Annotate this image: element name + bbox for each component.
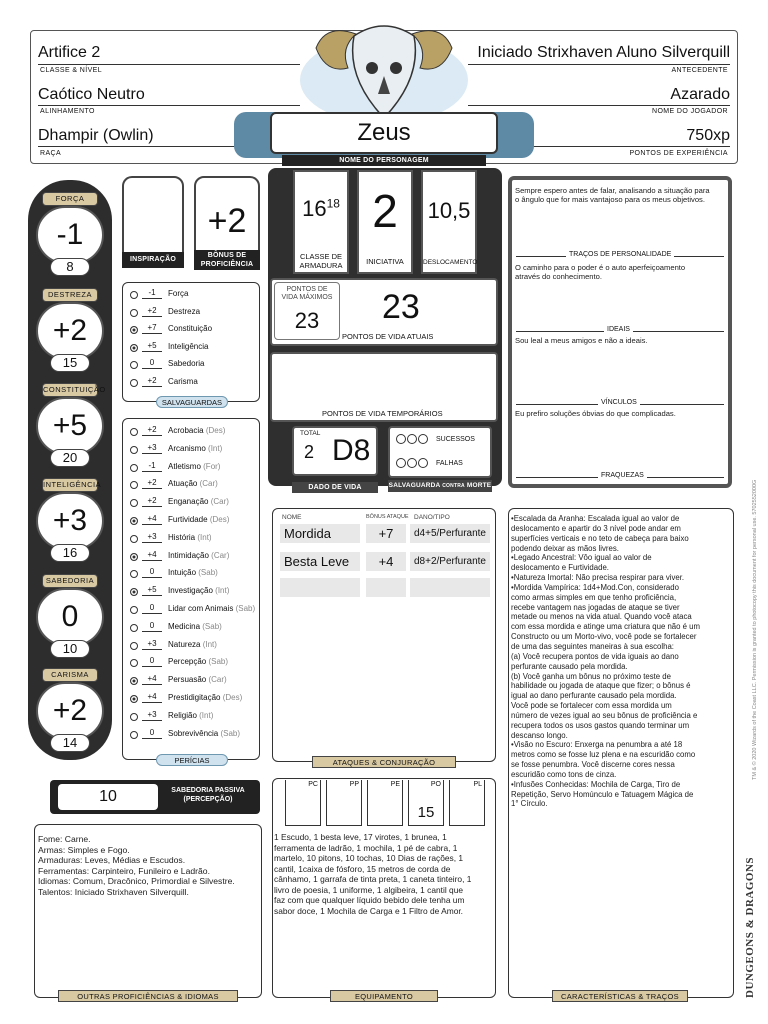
flaws-label: FRAQUEZAS xyxy=(598,472,647,479)
skill-attr: (Sab) xyxy=(220,728,241,738)
character-name-label: NOME DO PERSONAGEM xyxy=(282,155,486,166)
feature-line: •Legado Ancestral: Vôo igual ao valor de xyxy=(511,553,652,563)
ability-name: INTELIGÊNCIA xyxy=(42,478,98,492)
feature-line: perfurante causado pela mordida. xyxy=(511,661,628,671)
feature-line: habilidade ou jogada de ataque que fizer; o bônus é xyxy=(511,681,691,691)
ability-score[interactable]: 15 xyxy=(50,354,90,372)
hp-current-label: PONTOS DE VIDA ATUAIS xyxy=(342,332,434,341)
passive-perception-value: 10 xyxy=(99,788,117,805)
skill-proficiency-toggle[interactable] xyxy=(130,659,138,667)
skill-name xyxy=(168,568,218,577)
death-fail-1[interactable] xyxy=(396,458,406,468)
skill-attr: (Sab) xyxy=(202,621,222,631)
equipment-line: livro de poesia, 1 uniforme, 1 algibeira, 1 cantil que xyxy=(274,884,464,895)
skill-proficiency-toggle[interactable] xyxy=(130,517,138,525)
save-name: Força xyxy=(168,289,189,298)
initiative-label: INICIATIVA xyxy=(366,257,404,266)
feature-line: Repetição, Servo Homúnculo e Tatuagem Mágica de xyxy=(511,789,694,799)
coin-label: PL xyxy=(473,781,482,788)
background-label: ANTECEDENTE xyxy=(671,67,728,74)
armor-class-label-2: ARMADURA xyxy=(299,261,343,270)
equipment-label: EQUIPAMENTO xyxy=(330,990,438,1002)
death-saves-label-3: MORTE xyxy=(466,482,492,489)
skill-value[interactable]: +4 xyxy=(142,692,162,703)
feature-line: como armas simples em que tenho proficiência, xyxy=(511,592,677,602)
feature-line: deslocamento e apartir do 3 nível pode andar em xyxy=(511,523,681,533)
skill-value[interactable]: -1 xyxy=(142,461,162,472)
coin-pe[interactable] xyxy=(367,780,403,826)
feature-line: Você pode se fortalecer com essa mordida um xyxy=(511,701,672,711)
initiative-value: 2 xyxy=(372,185,398,237)
skill-label: Intuição xyxy=(168,568,197,578)
skill-attr: (Sab) xyxy=(235,604,256,613)
skill-proficiency-toggle[interactable] xyxy=(130,570,138,578)
equipment-line: cânhamo, 1 garrafa de tinta preta, 1 caneta tinteiro, 1 xyxy=(274,874,472,884)
skill-name xyxy=(168,479,218,488)
coin-label: PC xyxy=(308,781,318,788)
skill-label: Furtividade xyxy=(168,515,208,524)
ability-1 xyxy=(34,288,106,376)
class-level[interactable]: Artifice 2 xyxy=(38,44,101,61)
skill-name xyxy=(168,729,240,738)
skill-name xyxy=(168,640,217,649)
save-name: Constituição xyxy=(168,324,213,334)
skill-name xyxy=(168,586,229,595)
skill-label: Arcanismo xyxy=(168,443,206,453)
hp-max-value: 23 xyxy=(294,308,320,333)
passive-perception-sub: (PERCEPÇÃO) xyxy=(183,796,233,803)
death-success-1[interactable] xyxy=(396,434,406,444)
coin-po[interactable] xyxy=(408,780,444,826)
ability-name: CONSTITUIÇÃO xyxy=(42,383,98,397)
save-proficiency-toggle[interactable] xyxy=(130,379,138,387)
skill-attr: (Int) xyxy=(202,639,217,649)
dnd-logo: DUNGEONS & DRAGONS xyxy=(744,856,756,998)
alignment[interactable]: Caótico Neutro xyxy=(38,86,145,103)
proficiency-line: Armas: Simples e Fogo. xyxy=(38,844,130,855)
skill-name xyxy=(168,675,227,684)
proficiency-line: Ferramentas: Carpinteiro, Funileiro e Ladrão. xyxy=(38,865,210,876)
speed-box[interactable] xyxy=(421,170,477,274)
equipment-line: ferramenta de ladrão, 1 mochila, 1 pé de cabra, 1 xyxy=(274,842,458,853)
feature-line: igual ao dano perfurante causado pela mordida. xyxy=(511,691,677,701)
feature-line: de uma das seguintes maneiras à sua escolha: xyxy=(511,641,674,651)
save-proficiency-toggle[interactable] xyxy=(130,344,138,352)
skill-attr: (For) xyxy=(203,461,221,471)
skill-value[interactable]: +3 xyxy=(142,639,162,650)
attack-bonus[interactable]: +7 xyxy=(366,524,406,543)
coin-label: PO xyxy=(430,781,441,788)
coin-pp[interactable] xyxy=(326,780,362,826)
speed-value: 10,5 xyxy=(427,198,471,223)
armor-class-box[interactable] xyxy=(293,170,349,274)
death-saves-box xyxy=(388,426,492,478)
skill-name xyxy=(168,711,213,720)
attacks-header-bonus: BÔNUS ATAQUE xyxy=(366,514,409,520)
ability-score[interactable]: 14 xyxy=(50,734,90,752)
skill-value[interactable]: +4 xyxy=(142,550,162,561)
skill-proficiency-toggle[interactable] xyxy=(130,695,138,703)
features-text[interactable] xyxy=(511,514,733,809)
skill-proficiency-toggle[interactable] xyxy=(130,481,138,489)
header-emblem xyxy=(296,18,472,126)
saves-label: SALVAGUARDAS xyxy=(156,396,228,408)
race-label: RAÇA xyxy=(40,150,62,157)
coin-label: PP xyxy=(349,781,359,788)
ability-4 xyxy=(34,574,106,662)
skill-attr: (Int) xyxy=(199,710,214,720)
skill-label: Atletismo xyxy=(168,461,201,471)
background[interactable]: Iniciado Strixhaven Aluno Silverquill xyxy=(477,44,730,61)
xp[interactable]: 750xp xyxy=(686,127,730,144)
feature-line: superfícies verticais e no teto de cabeça para baixo xyxy=(511,533,689,543)
skill-value[interactable]: +2 xyxy=(142,496,162,507)
skill-attr: (Sab) xyxy=(198,568,218,578)
skill-proficiency-toggle[interactable] xyxy=(130,499,138,507)
proficiencies-text[interactable] xyxy=(38,834,260,898)
bonds-text[interactable]: Sou leal a meus amigos e não a ideais. xyxy=(515,336,648,345)
skill-proficiency-toggle[interactable] xyxy=(130,606,138,614)
skill-proficiency-toggle[interactable] xyxy=(130,535,138,543)
death-success-2[interactable] xyxy=(407,434,417,444)
ability-score[interactable]: 20 xyxy=(50,449,90,467)
save-proficiency-toggle[interactable] xyxy=(130,309,138,317)
skill-value[interactable]: +5 xyxy=(142,585,162,596)
personality-traits-text[interactable]: Sempre espero antes de falar, analisando a situação para o ângulo que for mais vantajoso para os meus objetivos. xyxy=(515,186,710,205)
skill-value[interactable]: 0 xyxy=(142,621,162,632)
feature-line: se fosse penumbra. Você discerne cores nessa xyxy=(511,760,675,770)
proficiency-line: Fome: Carne. xyxy=(38,834,91,844)
death-fail-2[interactable] xyxy=(407,458,417,468)
skill-name xyxy=(168,604,255,613)
save-value[interactable]: +2 xyxy=(142,306,162,317)
skill-attr: (Car) xyxy=(208,675,227,685)
speed-label: DESLOCAMENTO xyxy=(423,259,478,266)
initiative-box[interactable] xyxy=(357,170,413,274)
skill-label: História xyxy=(168,532,196,542)
skill-proficiency-toggle[interactable] xyxy=(130,677,138,685)
skill-name xyxy=(168,657,228,666)
ability-score[interactable]: 8 xyxy=(50,258,90,276)
feature-line: metros como se fosse luz plena e na escuridão como xyxy=(511,750,696,760)
skill-value[interactable]: +3 xyxy=(142,710,162,721)
hit-dice-value: D8 xyxy=(332,434,371,467)
alignment-label: ALINHAMENTO xyxy=(40,108,95,115)
hit-dice-total: 2 xyxy=(304,442,315,462)
ability-name: FORÇA xyxy=(42,192,98,206)
skill-label: Medicina xyxy=(168,621,201,631)
hp-current-value: 23 xyxy=(382,288,420,326)
feature-line: 1° Círculo. xyxy=(511,799,548,809)
ability-modifier[interactable]: +5 xyxy=(36,397,104,455)
skill-name xyxy=(168,444,222,453)
equipment-line: martelo, 10 pitons, 10 tochas, 10 Dias de rações, 1 xyxy=(274,853,464,863)
feature-line: descanso longo. xyxy=(511,730,568,740)
save-proficiency-toggle[interactable] xyxy=(130,361,138,369)
attack-name[interactable]: Mordida xyxy=(280,524,360,543)
proficiency-line: Armaduras: Leves, Médias e Escudos. xyxy=(38,855,186,866)
character-name: Zeus xyxy=(357,119,411,146)
attack-name[interactable]: Besta Leve xyxy=(280,552,360,571)
skill-label: Investigação xyxy=(168,586,213,596)
equipment-text[interactable] xyxy=(274,832,496,916)
skill-proficiency-toggle[interactable] xyxy=(130,446,138,454)
coin-value: 15 xyxy=(417,804,435,821)
save-name: Carisma xyxy=(168,377,198,386)
ability-modifier[interactable]: +2 xyxy=(36,302,104,360)
feature-line: número de vezes igual ao seu bônus de proficiência e xyxy=(511,710,698,720)
skill-value[interactable]: +2 xyxy=(142,425,162,436)
skill-name xyxy=(168,533,212,542)
skill-name xyxy=(168,426,225,435)
skill-proficiency-toggle[interactable] xyxy=(130,588,138,596)
skill-attr: (Des) xyxy=(205,426,226,435)
attack-damage[interactable]: d4+5/Perfurante xyxy=(410,524,490,543)
save-value[interactable]: +7 xyxy=(142,323,162,334)
attacks-header-name: NOME xyxy=(282,514,302,521)
save-value[interactable]: 0 xyxy=(142,358,162,369)
death-success-3[interactable] xyxy=(418,434,428,444)
skill-value[interactable]: 0 xyxy=(142,603,162,614)
skill-attr: (Int) xyxy=(208,443,223,453)
skill-label: Lidar com Animais xyxy=(168,604,234,613)
save-value[interactable]: +5 xyxy=(142,341,162,352)
attacks-box xyxy=(272,508,496,762)
ability-modifier[interactable]: 0 xyxy=(36,588,104,646)
skill-attr: (Car) xyxy=(211,550,230,560)
skills-label: PERÍCIAS xyxy=(156,754,228,766)
coin-pc[interactable] xyxy=(285,780,321,826)
flaws-text[interactable]: Eu prefiro soluções óbvias do que complicadas. xyxy=(515,409,676,418)
ability-modifier[interactable]: +2 xyxy=(36,682,104,740)
hp-temp-label: PONTOS DE VIDA TEMPORÁRIOS xyxy=(322,409,443,418)
ability-score[interactable]: 10 xyxy=(50,640,90,658)
skill-attr: (Des) xyxy=(209,515,230,524)
skill-attr: (Car) xyxy=(210,497,229,507)
equipment-line: sabor doce, 1 Mochila de Carga e 1 Filtro de Amor. xyxy=(274,905,464,916)
proficiency-label: BÔNUS DE PROFICIÊNCIA xyxy=(194,250,260,270)
skill-attr: (Int) xyxy=(197,532,212,542)
hp-max-label: PONTOS DE xyxy=(286,286,328,293)
save-value[interactable]: -1 xyxy=(142,288,162,299)
skill-proficiency-toggle[interactable] xyxy=(130,464,138,472)
proficiency-line: Talentos: Iniciado Strixhaven Silverquill. xyxy=(38,886,189,897)
feature-line: •Visão no Escuro: Enxerga na penumbra a até 18 xyxy=(511,740,683,750)
skill-proficiency-toggle[interactable] xyxy=(130,642,138,650)
feature-line: Constructo ou um Morto-vivo, você pode se fortalecer xyxy=(511,632,697,642)
xp-label: PONTOS DE EXPERIÊNCIA xyxy=(629,150,728,157)
feature-line: recebe vantagem nas jogadas de ataque se tiver xyxy=(511,602,680,612)
skill-attr: (Des) xyxy=(222,693,243,702)
ideals-text[interactable]: O caminho para o poder é o auto aperfeiçoamento através do conhecimento. xyxy=(515,263,686,282)
attack-empty-bonus[interactable] xyxy=(366,578,406,597)
race[interactable]: Dhampir (Owlin) xyxy=(38,127,154,144)
equipment-line: 1 Escudo, 1 besta leve, 17 virotes, 1 brunea, 1 xyxy=(274,832,447,842)
ability-5 xyxy=(34,668,106,756)
feature-line: escuridão como tons de cinza. xyxy=(511,769,617,779)
passive-perception-label: SABEDORIA PASSIVA xyxy=(171,787,245,794)
inspiration-label: INSPIRAÇÃO xyxy=(122,252,184,268)
skill-name xyxy=(168,693,242,702)
class-level-label: CLASSE & NÍVEL xyxy=(40,67,103,74)
feature-line: podendo deixar as mãos livres. xyxy=(511,543,619,553)
save-value[interactable]: +2 xyxy=(142,376,162,387)
skill-value[interactable]: 0 xyxy=(142,567,162,578)
death-saves-label-2: CONTRA xyxy=(442,483,465,489)
attacks-header-damage: DANO/TIPO xyxy=(414,514,450,521)
proficiency-line: Idiomas: Comum, Dracônico, Primordial e Silvestre. xyxy=(38,876,235,887)
skill-proficiency-toggle[interactable] xyxy=(130,713,138,721)
death-saves-label: SALVAGUARDA xyxy=(388,482,441,489)
ability-modifier[interactable]: +3 xyxy=(36,492,104,550)
ability-modifier[interactable]: -1 xyxy=(36,206,104,264)
player-name-label: NOME DO JOGADOR xyxy=(651,108,728,115)
feature-line: •Natureza Imortal: Não precisa respirar para viver. xyxy=(511,573,685,583)
coin-pl[interactable] xyxy=(449,780,485,826)
skill-label: Atuação xyxy=(168,479,198,489)
skill-label: Sobrevivência xyxy=(168,728,219,738)
ability-name: DESTREZA xyxy=(42,288,98,302)
skill-value[interactable]: +3 xyxy=(142,443,162,454)
player-name[interactable]: Azarado xyxy=(670,86,730,103)
skill-proficiency-toggle[interactable] xyxy=(130,553,138,561)
skill-label: Percepção xyxy=(168,657,207,667)
proficiency-value: +2 xyxy=(207,202,247,240)
skill-label: Prestidigitação xyxy=(168,693,221,702)
attack-empty-damage[interactable] xyxy=(410,578,490,597)
bonds-label: VÍNCULOS xyxy=(598,399,640,406)
feature-line: recupera todos os usos gastos quando terminar um xyxy=(511,720,690,730)
feature-line: deslocamento e Furtividade. xyxy=(511,563,609,573)
skill-name xyxy=(168,462,220,471)
feature-line: •Infusões Conhecidas: Mochila de Carga, Tiro de xyxy=(511,779,681,789)
skill-value[interactable]: +4 xyxy=(142,674,162,685)
skill-attr: (Car) xyxy=(199,479,218,489)
attack-bonus[interactable]: +4 xyxy=(366,552,406,571)
save-proficiency-toggle[interactable] xyxy=(130,326,138,334)
skill-proficiency-toggle[interactable] xyxy=(130,731,138,739)
death-success-label: SUCESSOS xyxy=(436,436,475,443)
ability-name: SABEDORIA xyxy=(42,574,98,588)
feature-line: (b) Você ganha um bônus no próximo teste de xyxy=(511,671,671,681)
proficiencies-label: OUTRAS PROFICIÊNCIAS & IDIOMAS xyxy=(58,990,238,1002)
skill-proficiency-toggle[interactable] xyxy=(130,428,138,436)
skill-label: Intimidação xyxy=(168,550,209,560)
skill-label: Natureza xyxy=(168,639,201,649)
coin-label: PE xyxy=(390,781,400,788)
skill-value[interactable]: +4 xyxy=(142,514,162,525)
hp-max-box[interactable] xyxy=(274,282,340,340)
ability-name: CARISMA xyxy=(42,668,98,682)
skill-label: Acrobacia xyxy=(168,426,204,435)
skill-attr: (Int) xyxy=(215,586,230,596)
attack-damage[interactable]: d8+2/Perfurante xyxy=(410,552,490,571)
ideals-label: IDEAIS xyxy=(604,326,633,333)
equipment-line: faz com que qualquer líquido bebido dele tenha um xyxy=(274,895,465,905)
equipment-line: cantil, 1caixa de fósforo, 15 metros de corda de xyxy=(274,863,451,874)
attack-empty-name[interactable] xyxy=(280,578,360,597)
save-name: Destreza xyxy=(168,306,201,316)
armor-class-shield: 18 xyxy=(326,196,340,211)
save-name: Inteligência xyxy=(168,341,209,351)
character-name-box[interactable] xyxy=(270,112,498,154)
skill-name xyxy=(168,515,229,524)
skill-label: Religião xyxy=(168,710,197,720)
passive-perception-box[interactable] xyxy=(58,784,158,810)
feature-line: •Escalada da Aranha: Escalada igual ao valor de xyxy=(511,514,680,523)
armor-class-label: CLASSE DE xyxy=(299,252,343,261)
personality-traits-label: TRAÇOS DE PERSONALIDADE xyxy=(566,251,674,258)
skill-name xyxy=(168,622,222,631)
skill-value[interactable]: +2 xyxy=(142,478,162,489)
feature-line: metade ou menos na vida atual. Quando você ataca xyxy=(511,612,692,622)
skill-name xyxy=(168,551,229,560)
ability-2 xyxy=(34,383,106,471)
skill-value[interactable]: 0 xyxy=(142,728,162,739)
feature-line: (a) Você recupera pontos de vida iguais ao dano xyxy=(511,651,679,661)
save-name: Sabedoria xyxy=(168,359,205,369)
ability-3 xyxy=(34,478,106,566)
death-fail-3[interactable] xyxy=(418,458,428,468)
armor-class-value: 16 xyxy=(302,196,327,221)
skill-name xyxy=(168,497,229,506)
attacks-label: ATAQUES & CONJURAÇÃO xyxy=(312,756,456,768)
death-fail-label: FALHAS xyxy=(436,460,463,467)
skill-proficiency-toggle[interactable] xyxy=(130,624,138,632)
skill-label: Enganação xyxy=(168,497,209,507)
skill-attr: (Sab) xyxy=(208,657,229,667)
skill-label: Persuasão xyxy=(168,675,207,685)
hit-dice-box[interactable] xyxy=(292,426,378,476)
features-label: CARACTERÍSTICAS & TRAÇOS xyxy=(552,990,688,1002)
ability-score[interactable]: 16 xyxy=(50,544,90,562)
hp-max-label-2: VIDA MÁXIMOS xyxy=(281,294,333,301)
skill-value[interactable]: +3 xyxy=(142,532,162,543)
save-proficiency-toggle[interactable] xyxy=(130,291,138,299)
feature-line: •Mordida Vampírica: 1d4+Mod.Con, considerado xyxy=(511,582,679,592)
skill-value[interactable]: 0 xyxy=(142,656,162,667)
hp-temp-box[interactable] xyxy=(270,352,498,422)
feature-line: com essa mordida e atinge uma criatura que não é um xyxy=(511,622,700,632)
hit-dice-total-label: TOTAL xyxy=(300,430,321,437)
hit-dice-label: DADO DE VIDA xyxy=(292,482,378,493)
ability-0 xyxy=(34,192,106,280)
